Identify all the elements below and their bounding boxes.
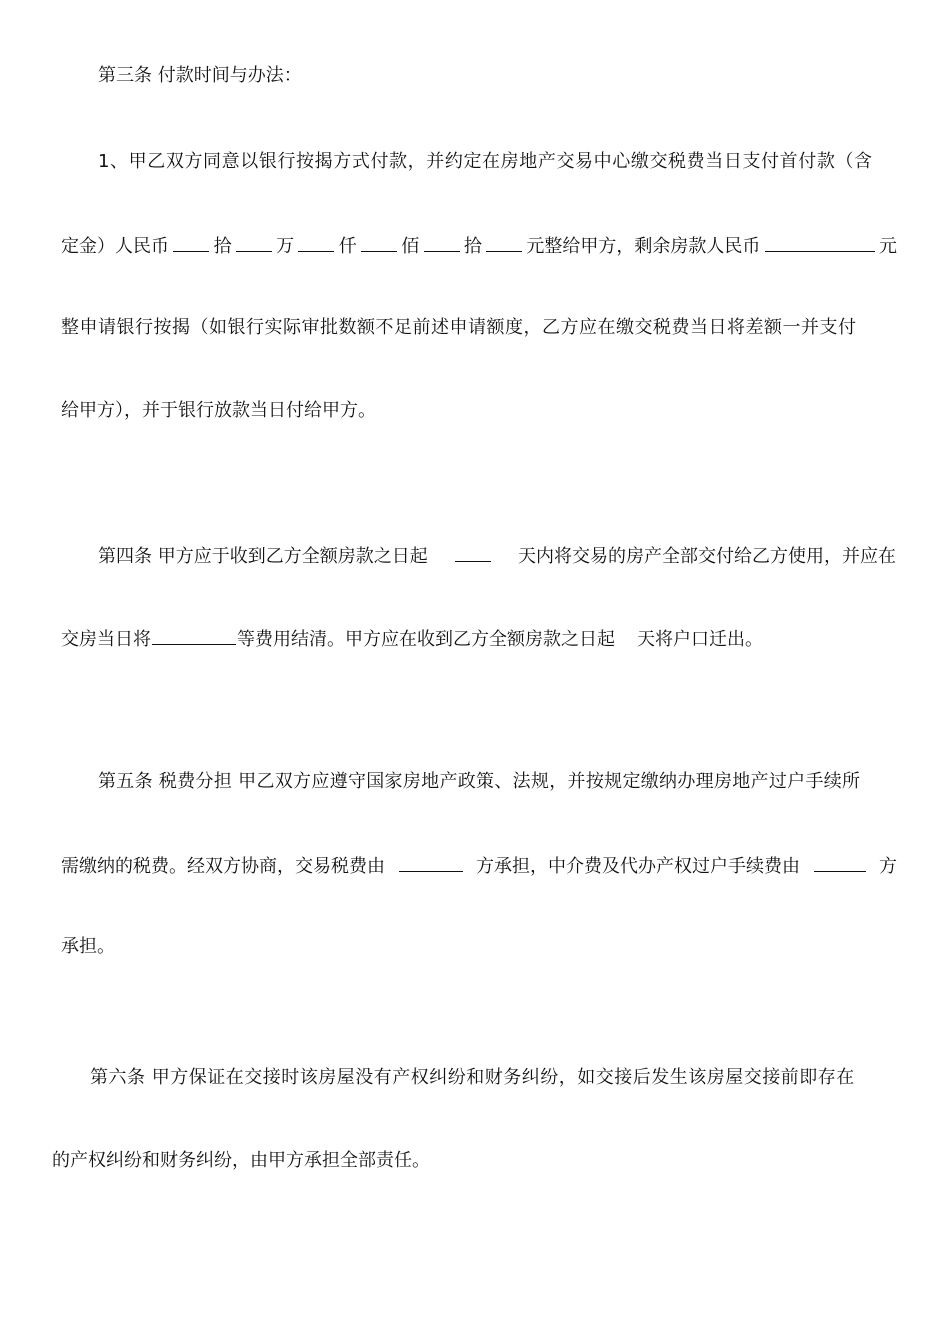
text-segment: 佰 bbox=[401, 236, 420, 257]
text-segment: 仟 bbox=[338, 236, 357, 257]
blank-line bbox=[814, 853, 866, 872]
text-segment: 天将户口迁出。 bbox=[637, 629, 763, 650]
text-segment: 天内将交易的房产全部交付给乙方使用，并应在 bbox=[517, 546, 896, 567]
blank-line bbox=[486, 233, 522, 252]
article6-line2: 的产权纠纷和财务纠纷，由甲方承担全部责任。 bbox=[52, 1150, 430, 1171]
article4-line1 bbox=[98, 543, 896, 567]
blank-line bbox=[455, 543, 491, 562]
text-segment: 等费用结清。甲方应在收到乙方全额房款之日起 bbox=[237, 629, 615, 650]
text-segment: 拾 bbox=[463, 236, 482, 257]
text-segment: 第六条 甲方保证在交接时该房屋没有产权纠纷和财务纠纷，如交接后发生该房屋交接前即存在 bbox=[90, 1067, 855, 1088]
text-segment: 定金）人民币 bbox=[61, 236, 169, 257]
blank-line bbox=[173, 233, 209, 252]
blank-line bbox=[298, 233, 334, 252]
article3-paragraph1-line1 bbox=[98, 150, 896, 174]
text-segment: 交房当日将 bbox=[61, 629, 151, 650]
blank-line bbox=[765, 233, 875, 252]
text-segment: 元整给甲方，剩余房款人民币 bbox=[526, 236, 761, 257]
article3-paragraph1-line3 bbox=[61, 316, 897, 340]
text-segment: 拾 bbox=[213, 236, 232, 257]
article6-line1 bbox=[90, 1066, 896, 1090]
text-segment: 第五条 税费分担 甲乙双方应遵守国家房地产政策、法规，并按规定缴纳办理房地产过户手续所 bbox=[98, 771, 861, 792]
text-segment: 需缴纳的税费。经双方协商，交易税费由 bbox=[61, 856, 385, 877]
blank-line bbox=[424, 233, 460, 252]
article3-heading: 第三条 付款时间与办法： bbox=[98, 65, 302, 86]
text-segment: 方承担，中介费及代办产权过户手续费由 bbox=[476, 856, 800, 877]
article4-line2 bbox=[61, 626, 763, 650]
article5-line1 bbox=[98, 770, 896, 794]
blank-line bbox=[361, 233, 397, 252]
text-segment: 1、甲乙双方同意以银行按揭方式付款，并约定在房地产交易中心缴交税费当日支付首付款（含 bbox=[98, 151, 873, 172]
text-segment: 第四条 甲方应于收到乙方全额房款之日起 bbox=[98, 546, 428, 567]
article3-paragraph1-line2 bbox=[61, 233, 897, 257]
text-segment: 元 bbox=[878, 236, 897, 257]
blank-line bbox=[152, 626, 236, 645]
blank-line bbox=[236, 233, 272, 252]
article5-line3: 承担。 bbox=[61, 936, 115, 957]
article5-line2 bbox=[61, 853, 897, 877]
text-segment: 整申请银行按揭（如银行实际审批数额不足前述申请额度，乙方应在缴交税费当日将差额一并支付 bbox=[61, 317, 857, 338]
blank-line bbox=[399, 853, 463, 872]
text-segment: 方 bbox=[879, 856, 897, 877]
article3-paragraph1-line4: 给甲方），并于银行放款当日付给甲方。 bbox=[61, 400, 376, 421]
text-segment: 万 bbox=[276, 236, 295, 257]
